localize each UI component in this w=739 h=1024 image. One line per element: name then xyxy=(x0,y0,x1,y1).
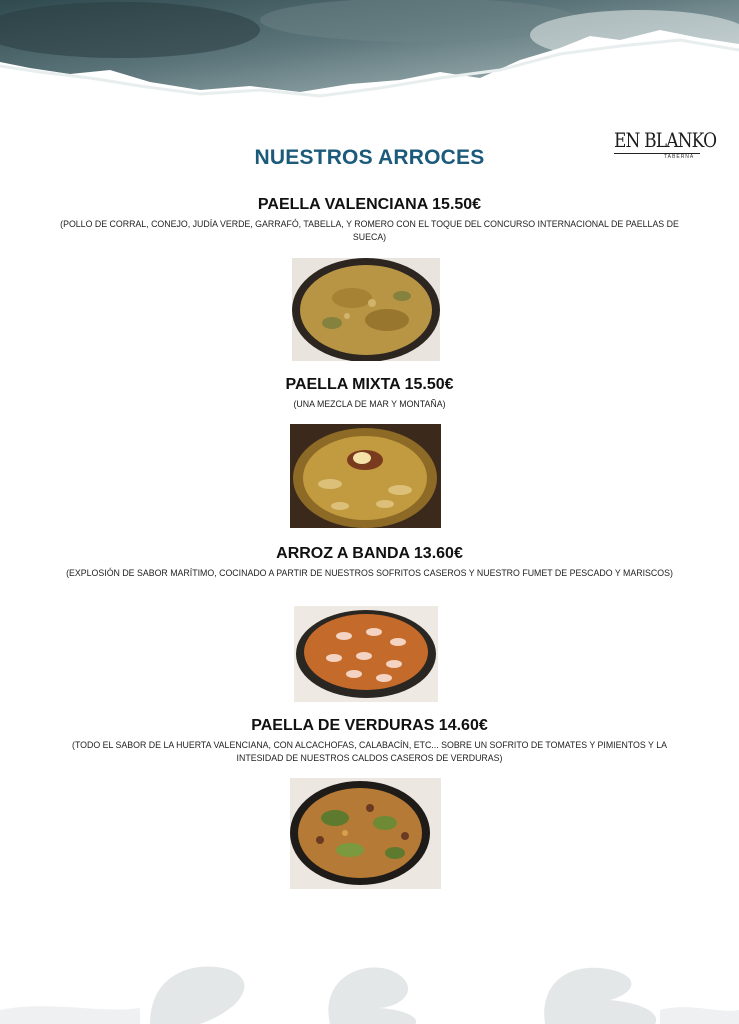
page-title: NUESTROS ARROCES xyxy=(254,146,485,169)
top-banner xyxy=(0,0,739,110)
dish-name-arroz-a-banda: ARROZ A BANDA 13.60€ xyxy=(276,545,463,562)
logo-subtitle: TABERNA xyxy=(664,154,695,160)
dish-name-paella-mixta: PAELLA MIXTA 15.50€ xyxy=(285,376,454,393)
dish-description-arroz-a-banda: (EXPLOSIÓN DE SABOR MARÍTIMO, COCINADO A PARTIR DE NUESTROS SOFRITOS CASEROS Y NUESTRO FUMET DE PESCADO Y MARISCOS) xyxy=(66,568,673,578)
dish-name-paella-valenciana: PAELLA VALENCIANA 15.50€ xyxy=(257,196,482,213)
dish-description-paella-mixta: (UNA MEZCLA DE MAR Y MONTAÑA) xyxy=(293,399,446,409)
dish-description-paella-verduras: (TODO EL SABOR DE LA HUERTA VALENCIANA, CON ALCACHOFAS, CALABACÍN, ETC... SOBRE UN SOFRITO DE TOMATES Y PIMIENTOS Y LA INTESIDAD DE NUESTROS CALDOS CASEROS DE VERDURAS) xyxy=(72,740,667,763)
dish-description-paella-valenciana: (POLLO DE CORRAL, CONEJO, JUDÍA VERDE, GARRAFÓ, TABELLA, Y ROMERO CON EL TOQUE DEL CONCURSO INTERNACIONAL DE PAELLAS DE SUECA) xyxy=(60,219,679,242)
paella-mixta-photo xyxy=(290,424,441,528)
bottom-decoration xyxy=(0,930,739,1024)
logo-text: EN BLANKO xyxy=(614,128,717,152)
arroz-a-banda-photo xyxy=(294,606,438,702)
paella-verduras-photo xyxy=(290,778,441,889)
paella-valenciana-photo xyxy=(292,258,440,361)
dish-name-paella-verduras: PAELLA DE VERDURAS 14.60€ xyxy=(251,717,488,734)
